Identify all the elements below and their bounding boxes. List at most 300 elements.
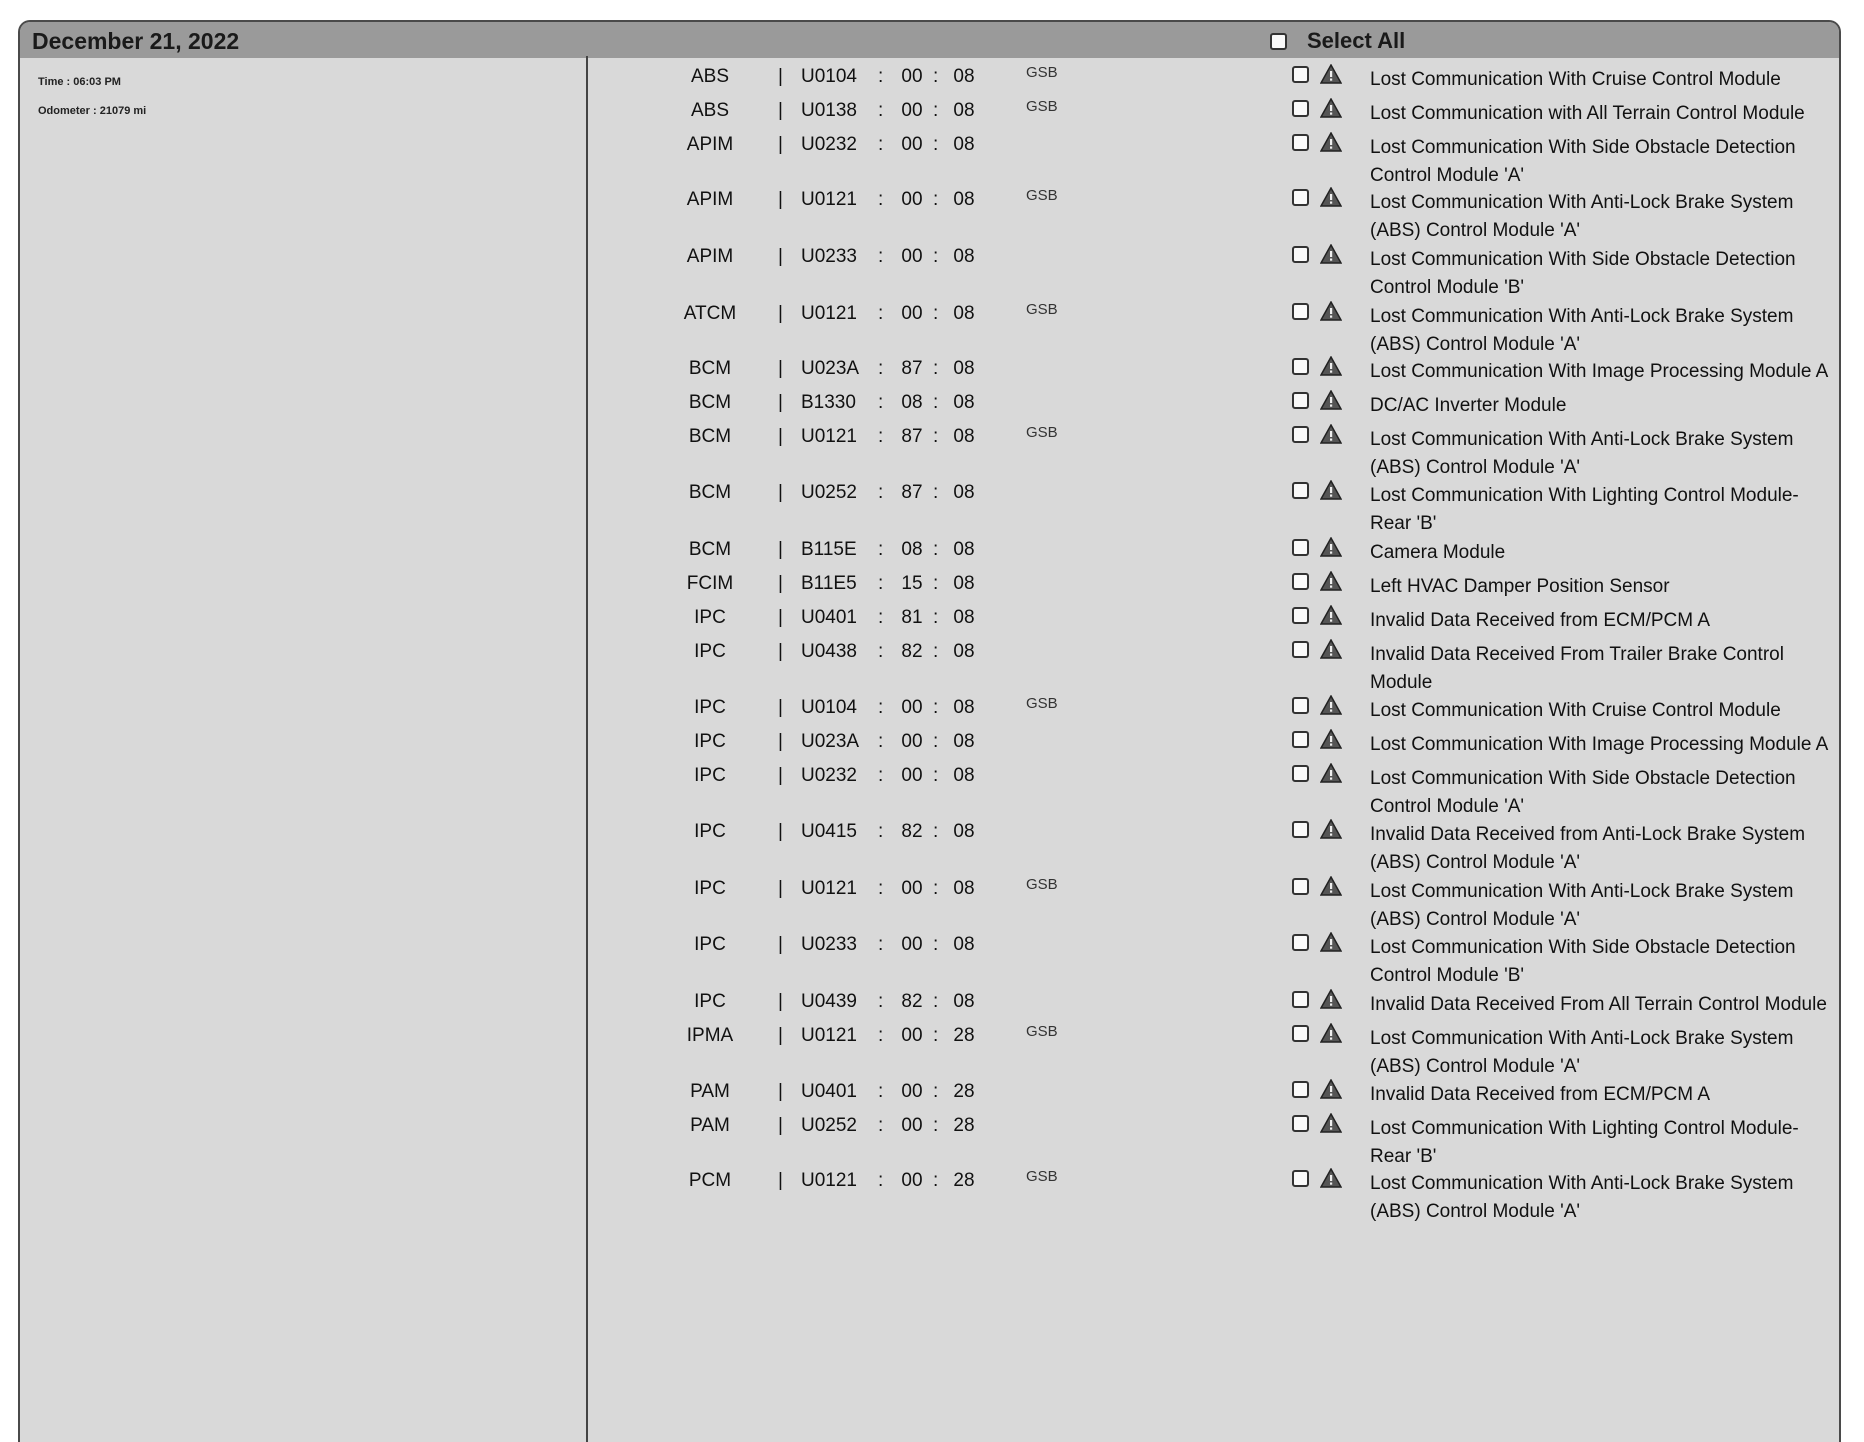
dtc-code: U0121 — [801, 878, 857, 899]
row-checkbox-wrap[interactable] — [1292, 189, 1309, 212]
dtc-code: U0104 — [801, 66, 857, 87]
warning-icon — [1320, 64, 1342, 90]
code-separator: : — [933, 134, 939, 155]
dtc-code: U0138 — [801, 100, 857, 121]
code-separator: : — [933, 66, 939, 87]
column-separator: | — [778, 66, 783, 87]
warning-icon — [1320, 932, 1342, 958]
warning-triangle-icon — [1320, 1168, 1342, 1188]
warning-triangle-icon — [1320, 876, 1342, 896]
dtc-row — [20, 813, 1839, 873]
row-checkbox[interactable] — [1292, 189, 1309, 206]
row-checkbox[interactable] — [1292, 697, 1309, 714]
warning-icon — [1320, 989, 1342, 1015]
code-separator: : — [878, 392, 884, 413]
code-separator: : — [933, 1081, 939, 1102]
warning-triangle-icon — [1320, 605, 1342, 625]
gsb-badge: GSB — [1026, 98, 1058, 115]
dtc-byte-1: 87 — [901, 482, 923, 503]
dtc-row — [20, 92, 1839, 126]
dtc-description: Lost Communication With Cruise Control Module — [1370, 700, 1781, 721]
code-separator: : — [878, 1025, 884, 1046]
warning-icon — [1320, 1113, 1342, 1139]
row-checkbox[interactable] — [1292, 134, 1309, 151]
dtc-byte-2: 08 — [953, 607, 975, 628]
dtc-code: U0252 — [801, 482, 857, 503]
row-checkbox-wrap[interactable] — [1292, 1170, 1309, 1193]
row-checkbox[interactable] — [1292, 539, 1309, 556]
warning-icon — [1320, 695, 1342, 721]
row-checkbox[interactable] — [1292, 731, 1309, 748]
row-checkbox-wrap[interactable] — [1292, 934, 1309, 957]
gsb-badge: GSB — [1026, 695, 1058, 712]
row-checkbox-wrap[interactable] — [1292, 246, 1309, 269]
dtc-description: Lost Communication With Side Obstacle Detection Control Module 'A' — [1370, 137, 1796, 186]
module-name: PAM — [690, 1081, 730, 1102]
code-separator: : — [933, 934, 939, 955]
dtc-byte-1: 00 — [901, 246, 923, 267]
row-checkbox[interactable] — [1292, 573, 1309, 590]
time-label: Time : 06:03 PM — [38, 76, 121, 88]
module-name: IPC — [694, 607, 726, 628]
row-checkbox[interactable] — [1292, 991, 1309, 1008]
dtc-byte-2: 08 — [953, 878, 975, 899]
module-name: BCM — [688, 392, 732, 413]
dtc-row — [20, 1107, 1839, 1167]
warning-triangle-icon — [1320, 132, 1342, 152]
module-name: IPC — [694, 765, 726, 786]
dtc-code: U0233 — [801, 934, 857, 955]
warning-triangle-icon — [1320, 1023, 1342, 1043]
dtc-description: Invalid Data Received from ECM/PCM A — [1370, 610, 1711, 631]
dtc-byte-1: 82 — [901, 821, 923, 842]
code-separator: : — [878, 765, 884, 786]
dtc-code: U023A — [801, 358, 860, 379]
dtc-row — [20, 1017, 1839, 1077]
warning-icon — [1320, 819, 1342, 845]
row-checkbox[interactable] — [1292, 1115, 1309, 1132]
warning-icon — [1320, 424, 1342, 450]
warning-triangle-icon — [1320, 301, 1342, 321]
dtc-byte-2: 08 — [953, 392, 975, 413]
warning-triangle-icon — [1320, 571, 1342, 591]
module-name: BCM — [688, 358, 732, 379]
code-separator: : — [878, 731, 884, 752]
column-separator: | — [778, 821, 783, 842]
dtc-row — [20, 531, 1839, 565]
dtc-byte-1: 00 — [901, 303, 923, 324]
dtc-code: U0252 — [801, 1115, 857, 1136]
row-checkbox[interactable] — [1292, 100, 1309, 117]
module-name: IPC — [694, 731, 726, 752]
dtc-row — [20, 384, 1839, 418]
dtc-row — [20, 983, 1839, 1017]
warning-icon — [1320, 876, 1342, 902]
dtc-description: Lost Communication With Anti-Lock Brake System (ABS) Control Module 'A' — [1370, 881, 1794, 930]
dtc-description: Lost Communication with All Terrain Control Module — [1370, 103, 1805, 124]
dtc-description: Lost Communication With Cruise Control Module — [1370, 69, 1781, 90]
column-separator: | — [778, 607, 783, 628]
dtc-byte-2: 08 — [953, 731, 975, 752]
row-checkbox-wrap[interactable] — [1292, 358, 1309, 381]
dtc-description: Invalid Data Received From All Terrain Control Module — [1370, 994, 1827, 1015]
row-checkbox-wrap[interactable] — [1292, 765, 1309, 788]
dtc-byte-1: 00 — [901, 934, 923, 955]
row-checkbox-wrap[interactable] — [1292, 821, 1309, 844]
row-checkbox-wrap[interactable] — [1292, 991, 1309, 1014]
gsb-badge: GSB — [1026, 1168, 1058, 1185]
code-separator: : — [878, 821, 884, 842]
column-separator: | — [778, 934, 783, 955]
dtc-code: U0121 — [801, 1025, 857, 1046]
row-checkbox-wrap[interactable] — [1292, 1081, 1309, 1104]
dtc-code: U0401 — [801, 607, 857, 628]
warning-icon — [1320, 356, 1342, 382]
row-checkbox[interactable] — [1292, 392, 1309, 409]
dtc-row — [20, 599, 1839, 633]
dtc-row — [20, 723, 1839, 757]
warning-icon — [1320, 639, 1342, 665]
code-separator: : — [878, 66, 884, 87]
dtc-byte-2: 08 — [953, 189, 975, 210]
code-separator: : — [933, 641, 939, 662]
dtc-byte-2: 28 — [953, 1025, 975, 1046]
code-separator: : — [878, 1081, 884, 1102]
warning-icon — [1320, 605, 1342, 631]
code-separator: : — [933, 100, 939, 121]
code-separator: : — [878, 482, 884, 503]
warning-triangle-icon — [1320, 537, 1342, 557]
code-separator: : — [933, 358, 939, 379]
dtc-row — [20, 565, 1839, 599]
warning-triangle-icon — [1320, 424, 1342, 444]
dtc-description: DC/AC Inverter Module — [1370, 395, 1567, 416]
row-checkbox[interactable] — [1292, 303, 1309, 320]
dtc-byte-1: 08 — [901, 392, 923, 413]
warning-triangle-icon — [1320, 98, 1342, 118]
dtc-description: Lost Communication With Anti-Lock Brake System (ABS) Control Module 'A' — [1370, 1028, 1794, 1077]
column-separator: | — [778, 641, 783, 662]
dtc-row — [20, 474, 1839, 534]
module-name: IPC — [694, 697, 726, 718]
module-name: FCIM — [686, 573, 734, 594]
dtc-description: Invalid Data Received from ECM/PCM A — [1370, 1084, 1711, 1105]
module-name: IPC — [694, 641, 726, 662]
code-separator: : — [933, 607, 939, 628]
dtc-byte-1: 00 — [901, 189, 923, 210]
code-separator: : — [878, 641, 884, 662]
row-checkbox-wrap[interactable] — [1292, 134, 1309, 157]
panel-header — [20, 22, 1839, 58]
column-separator: | — [778, 539, 783, 560]
warning-icon — [1320, 763, 1342, 789]
warning-triangle-icon — [1320, 729, 1342, 749]
row-checkbox[interactable] — [1292, 66, 1309, 83]
dtc-byte-1: 08 — [901, 539, 923, 560]
row-checkbox[interactable] — [1292, 607, 1309, 624]
dtc-code: U0415 — [801, 821, 857, 842]
row-checkbox-wrap[interactable] — [1292, 66, 1309, 89]
dtc-description: Camera Module — [1370, 542, 1506, 563]
code-separator: : — [933, 1170, 939, 1191]
code-separator: : — [878, 607, 884, 628]
report-date: December 21, 2022 — [32, 28, 240, 54]
dtc-byte-1: 00 — [901, 878, 923, 899]
dtc-byte-1: 00 — [901, 765, 923, 786]
module-name: IPC — [694, 934, 726, 955]
dtc-description: Lost Communication With Side Obstacle Detection Control Module 'B' — [1370, 249, 1796, 298]
column-separator: | — [778, 1170, 783, 1191]
dtc-byte-1: 15 — [901, 573, 923, 594]
dtc-byte-2: 28 — [953, 1115, 975, 1136]
dtc-row — [20, 181, 1839, 241]
dtc-byte-1: 87 — [901, 358, 923, 379]
code-separator: : — [933, 731, 939, 752]
code-separator: : — [878, 426, 884, 447]
warning-icon — [1320, 132, 1342, 158]
dtc-byte-1: 82 — [901, 641, 923, 662]
gsb-badge: GSB — [1026, 64, 1058, 81]
code-separator: : — [878, 358, 884, 379]
dtc-row — [20, 238, 1839, 298]
code-separator: : — [933, 392, 939, 413]
row-checkbox-wrap[interactable] — [1292, 1025, 1309, 1048]
select-all-control[interactable] — [1270, 28, 1405, 54]
column-separator: | — [778, 1081, 783, 1102]
row-checkbox-wrap[interactable] — [1292, 641, 1309, 664]
row-checkbox-wrap[interactable] — [1292, 539, 1309, 562]
warning-triangle-icon — [1320, 1079, 1342, 1099]
warning-triangle-icon — [1320, 1113, 1342, 1133]
dtc-byte-2: 08 — [953, 934, 975, 955]
warning-triangle-icon — [1320, 244, 1342, 264]
dtc-row — [20, 1162, 1839, 1222]
row-checkbox[interactable] — [1292, 358, 1309, 375]
row-checkbox[interactable] — [1292, 246, 1309, 263]
module-name: APIM — [686, 134, 734, 155]
dtc-byte-1: 00 — [901, 1025, 923, 1046]
code-separator: : — [878, 991, 884, 1012]
code-separator: : — [878, 134, 884, 155]
dtc-row — [20, 633, 1839, 693]
code-separator: : — [878, 1115, 884, 1136]
code-separator: : — [878, 1170, 884, 1191]
dtc-table — [20, 58, 1839, 1222]
row-checkbox-wrap[interactable] — [1292, 731, 1309, 754]
dtc-byte-2: 08 — [953, 573, 975, 594]
module-name: BCM — [688, 426, 732, 447]
code-separator: : — [878, 189, 884, 210]
dtc-byte-1: 81 — [901, 607, 923, 628]
dtc-byte-2: 08 — [953, 246, 975, 267]
code-separator: : — [933, 697, 939, 718]
dtc-description: Lost Communication With Side Obstacle Detection Control Module 'B' — [1370, 937, 1796, 986]
module-name: ABS — [690, 100, 730, 121]
code-separator: : — [933, 765, 939, 786]
row-checkbox[interactable] — [1292, 878, 1309, 895]
module-name: ABS — [690, 66, 730, 87]
gsb-badge: GSB — [1026, 301, 1058, 318]
column-separator: | — [778, 426, 783, 447]
dtc-row — [20, 689, 1839, 723]
dtc-byte-1: 00 — [901, 1115, 923, 1136]
dtc-code: B11E5 — [801, 573, 857, 594]
dtc-byte-1: 00 — [901, 1170, 923, 1191]
code-separator: : — [933, 189, 939, 210]
row-checkbox[interactable] — [1292, 482, 1309, 499]
row-checkbox-wrap[interactable] — [1292, 392, 1309, 415]
code-separator: : — [933, 246, 939, 267]
row-checkbox[interactable] — [1292, 1170, 1309, 1187]
dtc-description: Lost Communication With Side Obstacle Detection Control Module 'A' — [1370, 768, 1796, 817]
warning-triangle-icon — [1320, 819, 1342, 839]
row-checkbox-wrap[interactable] — [1292, 573, 1309, 596]
dtc-byte-2: 08 — [953, 482, 975, 503]
code-separator: : — [933, 539, 939, 560]
row-checkbox-wrap[interactable] — [1292, 303, 1309, 326]
row-checkbox-wrap[interactable] — [1292, 607, 1309, 630]
row-checkbox-wrap[interactable] — [1292, 878, 1309, 901]
column-separator: | — [778, 358, 783, 379]
column-separator: | — [778, 303, 783, 324]
dtc-code: B115E — [801, 539, 857, 560]
warning-icon — [1320, 729, 1342, 755]
warning-icon — [1320, 187, 1342, 213]
code-separator: : — [878, 934, 884, 955]
dtc-code: U0121 — [801, 189, 857, 210]
row-checkbox-wrap[interactable] — [1292, 697, 1309, 720]
code-separator: : — [933, 1115, 939, 1136]
warning-icon — [1320, 1023, 1342, 1049]
select-all-checkbox[interactable] — [1270, 33, 1287, 50]
dtc-byte-1: 00 — [901, 731, 923, 752]
module-name: PCM — [688, 1170, 732, 1191]
gsb-badge: GSB — [1026, 876, 1058, 893]
module-name: IPMA — [686, 1025, 734, 1046]
dtc-code: U0104 — [801, 697, 857, 718]
code-separator: : — [878, 573, 884, 594]
warning-icon — [1320, 390, 1342, 416]
warning-icon — [1320, 537, 1342, 563]
row-checkbox[interactable] — [1292, 934, 1309, 951]
code-separator: : — [933, 821, 939, 842]
dtc-byte-1: 00 — [901, 697, 923, 718]
code-separator: : — [878, 100, 884, 121]
dtc-description: Lost Communication With Image Processing Module A — [1370, 734, 1829, 755]
warning-icon — [1320, 571, 1342, 597]
code-separator: : — [933, 482, 939, 503]
code-separator: : — [878, 539, 884, 560]
warning-icon — [1320, 301, 1342, 327]
code-separator: : — [933, 303, 939, 324]
code-separator: : — [933, 573, 939, 594]
dtc-row — [20, 126, 1839, 186]
row-checkbox[interactable] — [1292, 821, 1309, 838]
column-separator: | — [778, 392, 783, 413]
warning-icon — [1320, 1079, 1342, 1105]
dtc-code: B1330 — [801, 392, 856, 413]
dtc-byte-2: 08 — [953, 539, 975, 560]
dtc-code: U0439 — [801, 991, 857, 1012]
dtc-byte-2: 08 — [953, 426, 975, 447]
warning-icon — [1320, 244, 1342, 270]
dtc-byte-1: 00 — [901, 1081, 923, 1102]
row-checkbox[interactable] — [1292, 426, 1309, 443]
module-name: BCM — [688, 539, 732, 560]
column-separator: | — [778, 134, 783, 155]
dtc-code: U0232 — [801, 765, 857, 786]
dtc-byte-2: 08 — [953, 100, 975, 121]
dtc-byte-2: 08 — [953, 641, 975, 662]
row-checkbox[interactable] — [1292, 1081, 1309, 1098]
module-name: IPC — [694, 821, 726, 842]
dtc-byte-1: 00 — [901, 100, 923, 121]
module-name: APIM — [686, 189, 734, 210]
code-separator: : — [933, 1025, 939, 1046]
dtc-code: U0401 — [801, 1081, 857, 1102]
module-name: IPC — [694, 878, 726, 899]
dtc-byte-2: 08 — [953, 697, 975, 718]
odometer-label: Odometer : 21079 mi — [38, 105, 147, 117]
column-separator: | — [778, 482, 783, 503]
dtc-code: U0121 — [801, 426, 857, 447]
column-separator: | — [778, 697, 783, 718]
row-checkbox-wrap[interactable] — [1292, 482, 1309, 505]
dtc-description: Lost Communication With Image Processing Module A — [1370, 361, 1829, 382]
column-separator: | — [778, 246, 783, 267]
row-checkbox-wrap[interactable] — [1292, 426, 1309, 449]
column-separator: | — [778, 1115, 783, 1136]
gsb-badge: GSB — [1026, 424, 1058, 441]
dtc-code: U0121 — [801, 303, 857, 324]
select-all-label: Select All — [1307, 28, 1406, 53]
code-separator: : — [878, 697, 884, 718]
gsb-badge: GSB — [1026, 1023, 1058, 1040]
row-checkbox-wrap[interactable] — [1292, 100, 1309, 123]
dtc-byte-2: 08 — [953, 303, 975, 324]
warning-triangle-icon — [1320, 989, 1342, 1009]
row-checkbox[interactable] — [1292, 765, 1309, 782]
dtc-code: U023A — [801, 731, 860, 752]
gsb-badge: GSB — [1026, 187, 1058, 204]
dtc-byte-1: 00 — [901, 134, 923, 155]
warning-triangle-icon — [1320, 763, 1342, 783]
dtc-description: Lost Communication With Anti-Lock Brake System (ABS) Control Module 'A' — [1370, 1173, 1794, 1222]
column-separator: | — [778, 189, 783, 210]
dtc-byte-1: 00 — [901, 66, 923, 87]
column-separator: | — [778, 878, 783, 899]
row-checkbox-wrap[interactable] — [1292, 1115, 1309, 1138]
dtc-description: Lost Communication With Lighting Control Module- Rear 'B' — [1370, 1118, 1799, 1167]
warning-triangle-icon — [1320, 356, 1342, 376]
dtc-description: Lost Communication With Anti-Lock Brake System (ABS) Control Module 'A' — [1370, 306, 1794, 355]
dtc-byte-2: 08 — [953, 765, 975, 786]
warning-triangle-icon — [1320, 64, 1342, 84]
dtc-row — [20, 870, 1839, 930]
dtc-description: Invalid Data Received From Trailer Brake Control Module — [1370, 644, 1784, 693]
dtc-description: Invalid Data Received from Anti-Lock Brake System (ABS) Control Module 'A' — [1370, 824, 1806, 873]
dtc-row — [20, 295, 1839, 355]
dtc-description: Lost Communication With Lighting Control Module- Rear 'B' — [1370, 485, 1799, 534]
dtc-code: U0438 — [801, 641, 857, 662]
dtc-row — [20, 1073, 1839, 1107]
dtc-byte-1: 82 — [901, 991, 923, 1012]
code-separator: : — [878, 878, 884, 899]
warning-icon — [1320, 98, 1342, 124]
dtc-byte-2: 08 — [953, 991, 975, 1012]
row-checkbox[interactable] — [1292, 641, 1309, 658]
row-checkbox[interactable] — [1292, 1025, 1309, 1042]
